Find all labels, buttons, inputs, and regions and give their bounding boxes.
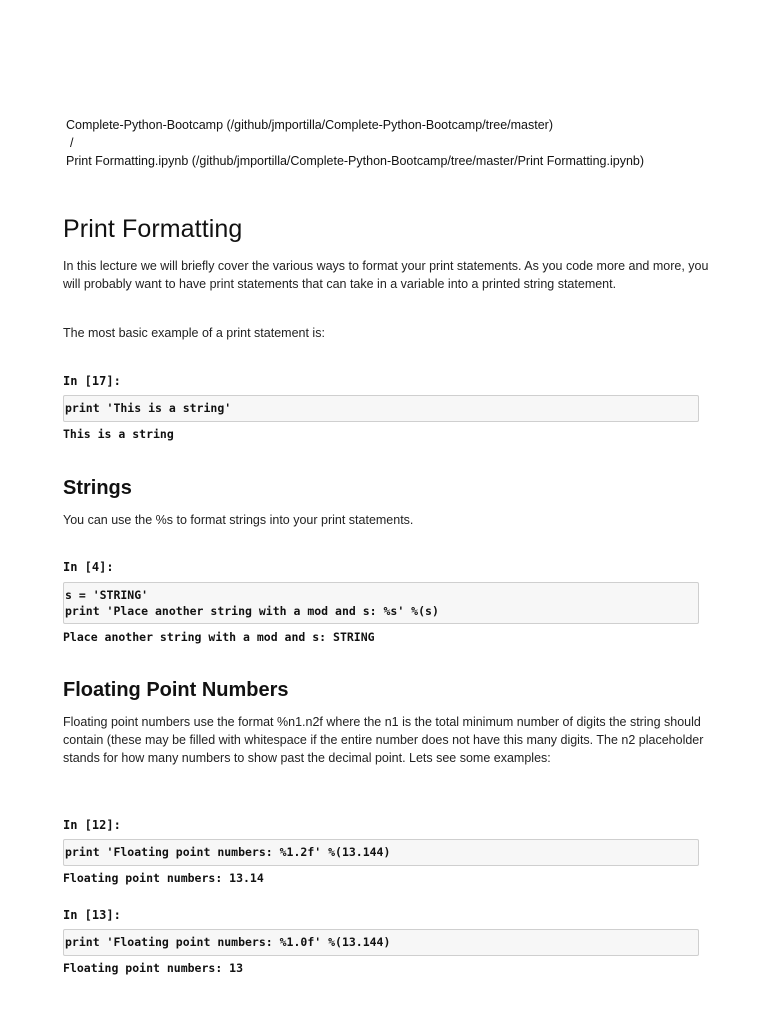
code-line: print 'Floating point numbers: %1.2f' %(13.144) [65,845,391,859]
page-title: Print Formatting [63,215,243,243]
code-cell[interactable] [63,582,699,624]
cell-prompt: In [12]: [63,818,121,832]
code-line: print 'Place another string with a mod and s: %s' %(s) [65,604,439,618]
cell-output: Place another string with a mod and s: STRING [63,630,375,644]
breadcrumb-separator: / [70,136,74,150]
code-line: print 'This is a string' [65,401,232,415]
breadcrumb [66,116,644,170]
intro-paragraph: In this lecture we will briefly cover the various ways to format your print statements. As you code more and more, you will probably want to have print statements that can take in a variable into a printed string statement. [63,259,709,291]
cell-output: This is a string [63,427,174,441]
cell-prompt: In [17]: [63,374,121,388]
cell-output: Floating point numbers: 13 [63,961,244,975]
floating-point-paragraph: Floating point numbers use the format %n1.n2f where the n1 is the total minimum number of digits the string should contain (these may be filled with whitespace if the entire number does not have this many digits. The n2 placeholder stands for how many numbers to show past the decimal point. Lets see some examples: [63,715,704,765]
breadcrumb-repo-link[interactable]: Complete-Python-Bootcamp (/github/jmportilla/Complete-Python-Bootcamp/tree/master) [66,118,554,132]
code-cell[interactable] [63,929,699,956]
section-heading-floating-point: Floating Point Numbers [63,679,289,701]
code-line: print 'Floating point numbers: %1.0f' %(13.144) [65,935,391,949]
cell-prompt: In [13]: [63,908,121,922]
basic-example-paragraph: The most basic example of a print statement is: [63,326,325,340]
cell-output: Floating point numbers: 13.14 [63,871,264,885]
breadcrumb-file-link[interactable]: Print Formatting.ipynb (/github/jmportilla/Complete-Python-Bootcamp/tree/master/Print Formatting.ipynb) [66,154,645,168]
strings-paragraph: You can use the %s to format strings into your print statements. [63,513,414,527]
section-heading-strings: Strings [63,477,132,499]
code-cell[interactable] [63,839,699,866]
cell-prompt: In [4]: [63,560,114,574]
code-line: s = 'STRING' [65,588,149,602]
code-cell[interactable] [63,395,699,422]
